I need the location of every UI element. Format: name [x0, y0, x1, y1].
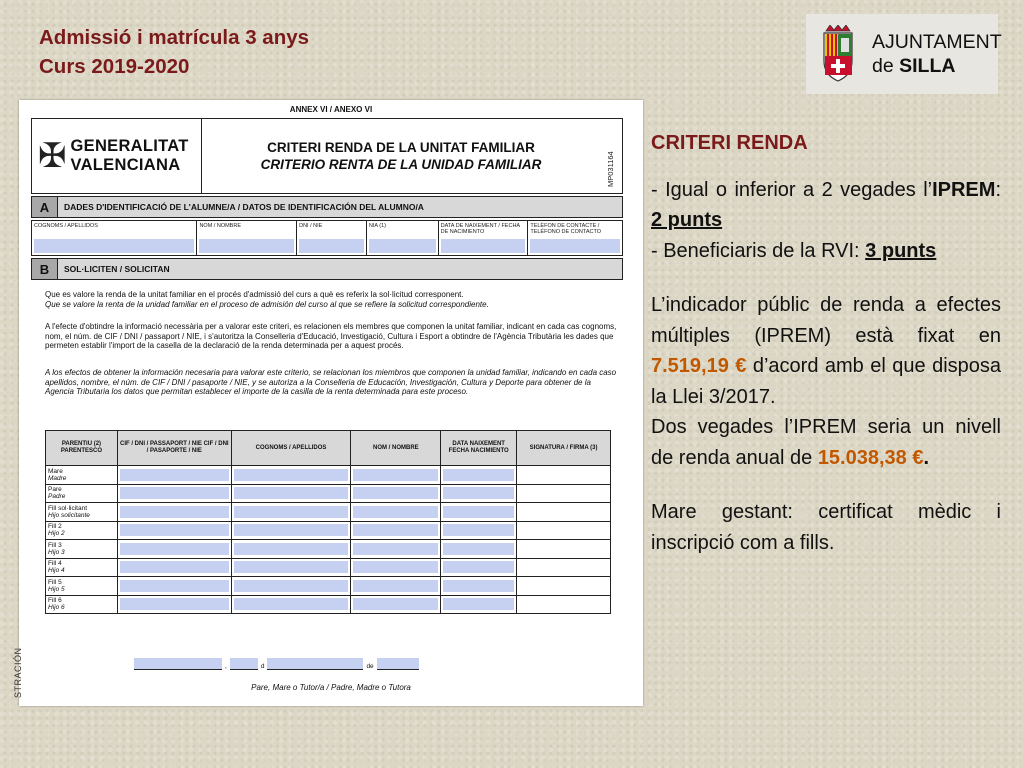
input-cell	[517, 595, 611, 614]
relationship-cell: Pare Padre	[46, 484, 118, 503]
bat-emblem-icon: ✠	[38, 137, 67, 175]
slide-title	[39, 23, 309, 81]
input-cell	[117, 595, 231, 614]
field-birthdate: DATA DE NAIXEMENT / FECHA DE NACIMIENTO	[439, 221, 529, 255]
input-cell	[351, 503, 441, 522]
input-cell	[231, 503, 351, 522]
annex-label: ANNEX VI / ANEXO VI	[289, 105, 373, 114]
input-cell	[351, 540, 441, 559]
table-row	[46, 558, 611, 577]
input-cell	[117, 540, 231, 559]
family-members-table	[45, 430, 611, 614]
col-birthdate: DATA NAIXEMENT FECHA NACIMIENTO	[441, 431, 517, 466]
student-fields	[31, 220, 623, 256]
input-cell	[441, 484, 517, 503]
generalitat-logo	[32, 119, 202, 193]
input-cell	[441, 466, 517, 485]
double-iprem-amount: 15.038,38 €	[817, 446, 924, 469]
input-cell	[117, 577, 231, 596]
criteria-heading: CRITERI RENDA	[651, 132, 808, 154]
field-surname: COGNOMS / APELLIDOS	[32, 221, 197, 255]
col-name: NOM / NOMBRE	[351, 431, 441, 466]
relationship-cell: Fill 3 Hijo 3	[46, 540, 118, 559]
criteria-item-2: - Beneficiaris de la RVI: 3 punts	[651, 239, 937, 262]
input-cell	[117, 558, 231, 577]
table-row	[46, 521, 611, 540]
logo-line-1: AJUNTAMENT	[872, 31, 1002, 53]
field-name: NOM / NOMBRE	[197, 221, 297, 255]
title-line-1: Admissió i matrícula 3 anys	[39, 26, 310, 49]
col-signature: SIGNATURA / FIRMA (3)	[517, 431, 611, 466]
org-line-1: GENERALITAT	[70, 137, 189, 155]
input-cell	[441, 595, 517, 614]
input-cell	[351, 521, 441, 540]
table-row	[46, 503, 611, 522]
section-a-text: DADES D'IDENTIFICACIÓ DE L'ALUMNE/A / DATOS DE IDENTIFICACIÓN DEL ALUMNO/A	[64, 202, 424, 212]
relationship-cell: Fill 5 Hijo 5	[46, 577, 118, 596]
input-cell	[517, 558, 611, 577]
input-cell	[517, 540, 611, 559]
iprem-amount: 7.519,19 €	[651, 355, 747, 377]
form-title-va: CRITERI RENDA DE LA UNITAT FAMILIAR	[267, 140, 535, 155]
signature-date-line: , d de	[131, 658, 422, 670]
input-cell	[351, 558, 441, 577]
logo-line-2: de SILLA	[872, 55, 956, 77]
form-paragraph-2-va: A l'efecte d'obtindre la informació necessària per a valorar este criteri, es relacionen els membres que componen la unitat familiar, indicant en cada cas cognoms, nom, el núm. de CIF / DNI / passaport / NIE, i s'autoritza la Conselleria d'Educació, Investigació, Cultura i Esport a obtindre de l'Agència Tributària les dades que permeten establir l'import de la casella de la declaració de la renda determinada per a aquest procés.	[45, 322, 617, 350]
criteria-panel	[651, 128, 1001, 558]
table-row	[46, 484, 611, 503]
input-cell	[517, 466, 611, 485]
input-cell	[117, 484, 231, 503]
ajuntament-logo	[806, 14, 1002, 94]
input-cell	[441, 521, 517, 540]
criteria-item-1: - Igual o inferior a 2 vegades l’IPREM: 2 punts	[651, 178, 1001, 231]
form-code: MP031164	[606, 151, 615, 187]
input-cell	[117, 503, 231, 522]
field-dni: DNI / NIE	[297, 221, 367, 255]
input-cell	[351, 484, 441, 503]
input-cell	[231, 595, 351, 614]
pregnant-mother-paragraph: Mare gestant: certificat mèdic i inscripció com a fills.	[651, 501, 1001, 554]
ajuntament-logo-text	[872, 30, 1002, 78]
form-paragraph-1-va: Que es valore la renda de la unitat familiar en el procés d'admissió del curs a què es referix la sol·licitud corresponent.	[45, 290, 464, 299]
input-cell	[517, 521, 611, 540]
section-b	[31, 258, 623, 280]
col-surnames: COGNOMS / APELLIDOS	[231, 431, 351, 466]
input-cell	[231, 521, 351, 540]
input-cell	[231, 466, 351, 485]
relationship-cell: Fill sol·licitant Hijo solicitante	[46, 503, 118, 522]
input-cell	[231, 577, 351, 596]
table-row	[46, 577, 611, 596]
form-paragraph-2-es: A los efectos de obtener la información necesaria para valorar este criterio, se relacionan los miembros que componen la unidad familiar, indicando en cada caso apellidos, nombre, el núm. de CIF / DNI / pasaporte / NIE, y se autoriza a la Conselleria de Educación, Investigación, Cultura y Deporte para obtener de la Agencia Tributaria los datos que permitan establecer el importe de la casilla de la renta determinada para este proceso.	[45, 368, 617, 396]
form-paragraph-1-es: Que se valore la renta de la unidad familiar en el proceso de admisión del curso al que se refiere la solicitud correspondiente.	[45, 300, 489, 309]
relationship-cell: Mare Madre	[46, 466, 118, 485]
section-a	[31, 196, 623, 218]
input-cell	[517, 577, 611, 596]
table-row	[46, 466, 611, 485]
section-b-letter: B	[32, 259, 58, 279]
relationship-cell: Fill 2 Hijo 2	[46, 521, 118, 540]
input-cell	[231, 484, 351, 503]
input-cell	[351, 595, 441, 614]
title-line-2: Curs 2019-2020	[39, 55, 190, 78]
input-cell	[441, 503, 517, 522]
form-title-es: CRITERIO RENTA DE LA UNIDAD FAMILIAR	[260, 157, 542, 172]
form-title	[202, 119, 600, 193]
input-cell	[351, 466, 441, 485]
col-id: CIF / DNI / PASSAPORT / NIE CIF / DNI / PASAPORTE / NIE	[117, 431, 231, 466]
relationship-cell: Fill 4 Hijo 4	[46, 558, 118, 577]
form-document-image	[13, 100, 643, 706]
input-cell	[441, 540, 517, 559]
input-cell	[351, 577, 441, 596]
double-iprem-paragraph: Dos vegades l’IPREM seria un nivell de renda anual de 15.038,38 €.	[651, 416, 1001, 469]
col-relationship: PARENTIU (2) PARENTESCO	[46, 431, 118, 466]
org-line-2: VALENCIANA	[70, 156, 181, 174]
section-b-text: SOL·LICITEN / SOLICITAN	[64, 264, 170, 274]
input-cell	[441, 558, 517, 577]
input-cell	[441, 577, 517, 596]
input-cell	[117, 521, 231, 540]
input-cell	[517, 503, 611, 522]
input-cell	[231, 558, 351, 577]
field-phone: TELÈFON DE CONTACTE / TELÉFONO DE CONTACTO	[528, 221, 622, 255]
input-cell	[231, 540, 351, 559]
iprem-paragraph: L’indicador públic de renda a efectes múltiples (IPREM) està fixat en 7.519,19 € d’acord amb el que disposa la Llei 3/2017.	[651, 294, 1002, 408]
form-header	[31, 118, 623, 194]
table-row	[46, 540, 611, 559]
coat-of-arms-icon	[818, 25, 858, 83]
input-cell	[517, 484, 611, 503]
table-row	[46, 595, 611, 614]
field-nia: NIA (1)	[367, 221, 439, 255]
relationship-cell: Fill 6 Hijo 6	[46, 595, 118, 614]
section-a-letter: A	[32, 197, 58, 217]
table-header-row	[46, 431, 611, 466]
signature-caption: Pare, Mare o Tutor/a / Padre, Madre o Tutora	[251, 683, 411, 692]
side-text: STRACIÓN	[13, 647, 23, 698]
input-cell	[117, 466, 231, 485]
